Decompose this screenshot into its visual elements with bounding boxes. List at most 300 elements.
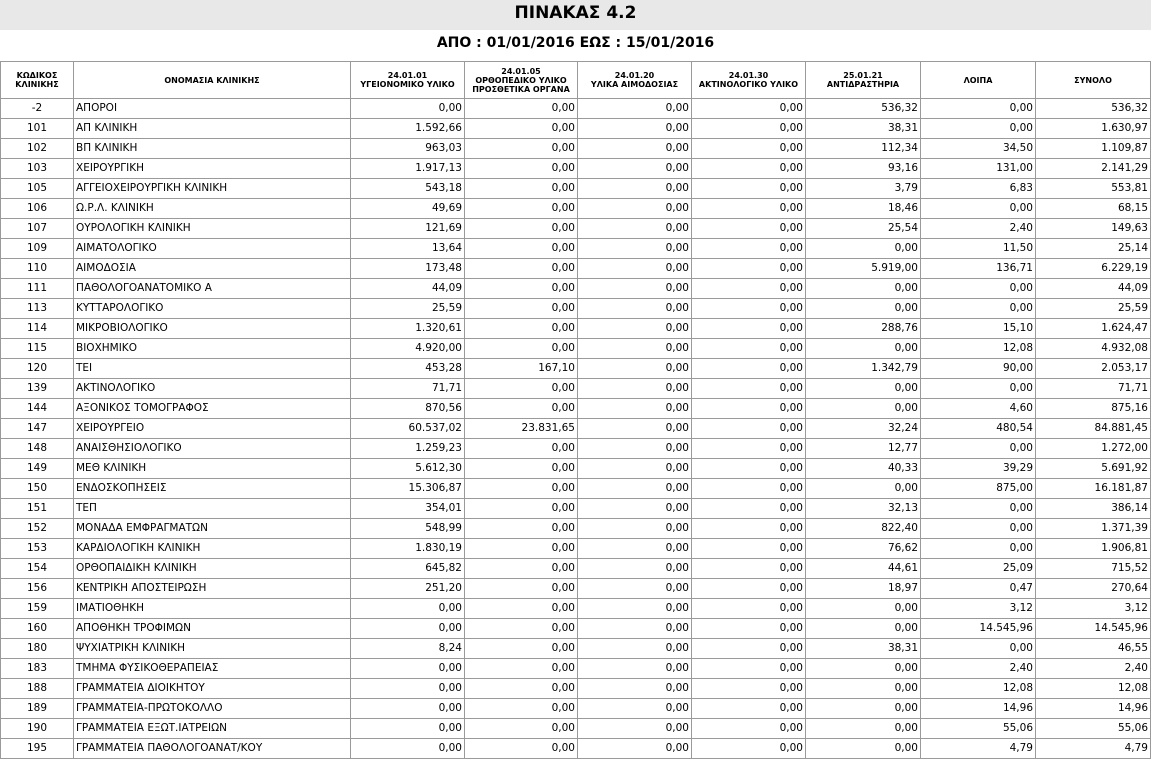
cell-other: 0,00 [921, 639, 1036, 659]
cell-sanitary-material: 121,69 [351, 219, 465, 239]
cell-blood-transfusion-material: 0,00 [578, 719, 692, 739]
cell-total: 71,71 [1036, 379, 1151, 399]
cell-code: 150 [1, 479, 74, 499]
cell-code: 151 [1, 499, 74, 519]
cell-orthopedic-material: 0,00 [465, 559, 578, 579]
cell-code: 195 [1, 739, 74, 759]
cell-orthopedic-material: 0,00 [465, 519, 578, 539]
cell-sanitary-material: 71,71 [351, 379, 465, 399]
cell-clinic-name: ΠΑΘΟΛΟΓΟΑΝΑΤΟΜΙΚΟ Α [74, 279, 351, 299]
cell-radiology-material: 0,00 [692, 599, 806, 619]
header-text: ΛΟΙΠΑ [963, 75, 993, 85]
cell-code: 149 [1, 459, 74, 479]
cell-sanitary-material: 251,20 [351, 579, 465, 599]
cell-sanitary-material: 0,00 [351, 619, 465, 639]
cell-clinic-name: ΑΠ ΚΛΙΝΙΚΗ [74, 119, 351, 139]
table-row [1, 679, 1151, 699]
cell-blood-transfusion-material: 0,00 [578, 699, 692, 719]
cell-other: 14,96 [921, 699, 1036, 719]
cell-reagents: 18,97 [806, 579, 921, 599]
cell-reagents: 32,13 [806, 499, 921, 519]
cell-sanitary-material: 4.920,00 [351, 339, 465, 359]
cell-clinic-name: ΙΜΑΤΙΟΘΗΚΗ [74, 599, 351, 619]
cell-clinic-name: ΑΝΑΙΣΘΗΣΙΟΛΟΓΙΚΟ [74, 439, 351, 459]
header-text: 25.01.21 [843, 71, 883, 80]
cell-other: 0,47 [921, 579, 1036, 599]
cell-other: 0,00 [921, 99, 1036, 119]
cell-sanitary-material: 0,00 [351, 99, 465, 119]
cell-radiology-material: 0,00 [692, 579, 806, 599]
header-text: ΚΛΙΝΙΚΗΣ [15, 80, 59, 89]
cell-orthopedic-material: 0,00 [465, 379, 578, 399]
cell-blood-transfusion-material: 0,00 [578, 359, 692, 379]
cell-total: 1.630,97 [1036, 119, 1151, 139]
cell-radiology-material: 0,00 [692, 619, 806, 639]
cell-reagents: 822,40 [806, 519, 921, 539]
cell-code: 152 [1, 519, 74, 539]
cell-sanitary-material: 0,00 [351, 699, 465, 719]
table-row [1, 199, 1151, 219]
cell-clinic-name: ΑΠΟΘΗΚΗ ΤΡΟΦΙΜΩΝ [74, 619, 351, 639]
cell-reagents: 5.919,00 [806, 259, 921, 279]
table-row [1, 359, 1151, 379]
cell-total: 68,15 [1036, 199, 1151, 219]
cell-clinic-name: ΤΕΙ [74, 359, 351, 379]
cell-orthopedic-material: 0,00 [465, 119, 578, 139]
cell-other: 131,00 [921, 159, 1036, 179]
cell-total: 25,59 [1036, 299, 1151, 319]
cell-total: 2,40 [1036, 659, 1151, 679]
cell-clinic-name: ΜΟΝΑΔΑ ΕΜΦΡΑΓΜΑΤΩΝ [74, 519, 351, 539]
cell-code: 111 [1, 279, 74, 299]
cell-clinic-name: ΑΠΟΡΟΙ [74, 99, 351, 119]
cell-blood-transfusion-material: 0,00 [578, 139, 692, 159]
cell-orthopedic-material: 0,00 [465, 719, 578, 739]
cell-radiology-material: 0,00 [692, 379, 806, 399]
cell-other: 0,00 [921, 499, 1036, 519]
cell-clinic-name: ΓΡΑΜΜΑΤΕΙΑ ΠΑΘΟΛΟΓΟΑΝΑΤ/ΚΟΥ [74, 739, 351, 759]
cell-other: 0,00 [921, 539, 1036, 559]
cell-orthopedic-material: 0,00 [465, 399, 578, 419]
cell-code: 190 [1, 719, 74, 739]
cell-radiology-material: 0,00 [692, 279, 806, 299]
table-row [1, 699, 1151, 719]
header-text: 24.01.05 [501, 66, 541, 76]
cell-orthopedic-material: 0,00 [465, 499, 578, 519]
header-sanitary-material [351, 62, 465, 99]
table-row [1, 259, 1151, 279]
cell-other: 0,00 [921, 119, 1036, 139]
cell-total: 875,16 [1036, 399, 1151, 419]
cell-other: 480,54 [921, 419, 1036, 439]
cell-other: 0,00 [921, 519, 1036, 539]
cell-other: 4,60 [921, 399, 1036, 419]
cell-reagents: 0,00 [806, 719, 921, 739]
cell-blood-transfusion-material: 0,00 [578, 339, 692, 359]
cell-code: 120 [1, 359, 74, 379]
cell-sanitary-material: 0,00 [351, 679, 465, 699]
cell-sanitary-material: 8,24 [351, 639, 465, 659]
cell-code: 107 [1, 219, 74, 239]
table-row [1, 219, 1151, 239]
cell-orthopedic-material: 0,00 [465, 599, 578, 619]
header-blood-transfusion-material [578, 62, 692, 99]
cell-reagents: 112,34 [806, 139, 921, 159]
cell-radiology-material: 0,00 [692, 339, 806, 359]
cell-orthopedic-material: 0,00 [465, 139, 578, 159]
table-row [1, 739, 1151, 759]
cell-blood-transfusion-material: 0,00 [578, 219, 692, 239]
table-row [1, 299, 1151, 319]
table-row [1, 399, 1151, 419]
cell-radiology-material: 0,00 [692, 699, 806, 719]
cell-orthopedic-material: 0,00 [465, 539, 578, 559]
cell-code: 113 [1, 299, 74, 319]
cell-total: 16.181,87 [1036, 479, 1151, 499]
cell-reagents: 12,77 [806, 439, 921, 459]
cell-reagents: 0,00 [806, 699, 921, 719]
cell-code: 102 [1, 139, 74, 159]
table-row [1, 339, 1151, 359]
cell-reagents: 1.342,79 [806, 359, 921, 379]
cell-other: 25,09 [921, 559, 1036, 579]
cell-other: 0,00 [921, 439, 1036, 459]
cell-other: 12,08 [921, 339, 1036, 359]
header-radiology-material [692, 62, 806, 99]
cell-reagents: 0,00 [806, 399, 921, 419]
cell-clinic-name: ΓΡΑΜΜΑΤΕΙΑ ΕΞΩΤ.ΙΑΤΡΕΙΩΝ [74, 719, 351, 739]
cell-clinic-name: ΧΕΙΡΟΥΡΓΕΙΟ [74, 419, 351, 439]
cell-other: 0,00 [921, 199, 1036, 219]
cell-clinic-name: ΚΕΝΤΡΙΚΗ ΑΠΟΣΤΕΙΡΩΣΗ [74, 579, 351, 599]
header-orthopedic-material [465, 62, 578, 99]
cell-sanitary-material: 1.320,61 [351, 319, 465, 339]
cell-sanitary-material: 1.830,19 [351, 539, 465, 559]
cell-radiology-material: 0,00 [692, 179, 806, 199]
cell-other: 875,00 [921, 479, 1036, 499]
report-table [0, 61, 1151, 759]
cell-reagents: 32,24 [806, 419, 921, 439]
table-row [1, 539, 1151, 559]
cell-sanitary-material: 354,01 [351, 499, 465, 519]
cell-total: 84.881,45 [1036, 419, 1151, 439]
cell-sanitary-material: 0,00 [351, 659, 465, 679]
cell-orthopedic-material: 0,00 [465, 299, 578, 319]
cell-radiology-material: 0,00 [692, 399, 806, 419]
cell-other: 4,79 [921, 739, 1036, 759]
cell-total: 536,32 [1036, 99, 1151, 119]
cell-total: 1.624,47 [1036, 319, 1151, 339]
table-row [1, 719, 1151, 739]
cell-blood-transfusion-material: 0,00 [578, 579, 692, 599]
header-text: 24.01.01 [387, 71, 428, 80]
cell-radiology-material: 0,00 [692, 719, 806, 739]
cell-orthopedic-material: 0,00 [465, 159, 578, 179]
cell-clinic-name: ΑΞΟΝΙΚΟΣ ΤΟΜΟΓΡΑΦΟΣ [74, 399, 351, 419]
cell-other: 0,00 [921, 379, 1036, 399]
cell-reagents: 38,31 [806, 639, 921, 659]
report-title: ΠΙΝΑΚΑΣ 4.2 [514, 3, 637, 23]
cell-sanitary-material: 13,64 [351, 239, 465, 259]
cell-other: 14.545,96 [921, 619, 1036, 639]
cell-clinic-name: ΑΙΜΟΔΟΣΙΑ [74, 259, 351, 279]
cell-blood-transfusion-material: 0,00 [578, 319, 692, 339]
cell-code: 153 [1, 539, 74, 559]
cell-code: -2 [1, 99, 74, 119]
cell-other: 3,12 [921, 599, 1036, 619]
report-date-range: ΑΠΟ : 01/01/2016 ΕΩΣ : 15/01/2016 [436, 35, 715, 51]
header-other [921, 62, 1036, 99]
cell-code: 148 [1, 439, 74, 459]
cell-blood-transfusion-material: 0,00 [578, 599, 692, 619]
cell-other: 55,06 [921, 719, 1036, 739]
cell-reagents: 3,79 [806, 179, 921, 199]
cell-other: 2,40 [921, 219, 1036, 239]
cell-orthopedic-material: 0,00 [465, 99, 578, 119]
table-row [1, 139, 1151, 159]
table-row [1, 659, 1151, 679]
table-row [1, 459, 1151, 479]
cell-clinic-name: ΤΜΗΜΑ ΦΥΣΙΚΟΘΕΡΑΠΕΙΑΣ [74, 659, 351, 679]
cell-orthopedic-material: 0,00 [465, 259, 578, 279]
cell-code: 144 [1, 399, 74, 419]
cell-other: 136,71 [921, 259, 1036, 279]
cell-blood-transfusion-material: 0,00 [578, 379, 692, 399]
cell-total: 1.906,81 [1036, 539, 1151, 559]
cell-other: 0,00 [921, 299, 1036, 319]
cell-total: 553,81 [1036, 179, 1151, 199]
cell-sanitary-material: 870,56 [351, 399, 465, 419]
cell-reagents: 0,00 [806, 679, 921, 699]
cell-blood-transfusion-material: 0,00 [578, 159, 692, 179]
cell-total: 44,09 [1036, 279, 1151, 299]
cell-reagents: 288,76 [806, 319, 921, 339]
cell-orthopedic-material: 0,00 [465, 739, 578, 759]
table-row [1, 239, 1151, 259]
cell-sanitary-material: 548,99 [351, 519, 465, 539]
cell-total: 4,79 [1036, 739, 1151, 759]
cell-radiology-material: 0,00 [692, 439, 806, 459]
cell-orthopedic-material: 23.831,65 [465, 419, 578, 439]
cell-total: 1.272,00 [1036, 439, 1151, 459]
cell-sanitary-material: 15.306,87 [351, 479, 465, 499]
table-row [1, 599, 1151, 619]
cell-orthopedic-material: 167,10 [465, 359, 578, 379]
header-text: ΟΝΟΜΑΣΙΑ ΚΛΙΝΙΚΗΣ [164, 75, 260, 85]
table-row [1, 159, 1151, 179]
header-text: ΑΚΤΙΝΟΛΟΓΙΚΟ ΥΛΙΚΟ [698, 80, 799, 89]
header-clinic-name [74, 62, 351, 99]
table-row [1, 379, 1151, 399]
cell-total: 2.141,29 [1036, 159, 1151, 179]
cell-sanitary-material: 5.612,30 [351, 459, 465, 479]
cell-radiology-material: 0,00 [692, 639, 806, 659]
cell-orthopedic-material: 0,00 [465, 659, 578, 679]
cell-code: 139 [1, 379, 74, 399]
cell-blood-transfusion-material: 0,00 [578, 179, 692, 199]
cell-orthopedic-material: 0,00 [465, 619, 578, 639]
cell-blood-transfusion-material: 0,00 [578, 279, 692, 299]
cell-orthopedic-material: 0,00 [465, 439, 578, 459]
cell-code: 189 [1, 699, 74, 719]
cell-other: 12,08 [921, 679, 1036, 699]
cell-orthopedic-material: 0,00 [465, 479, 578, 499]
cell-blood-transfusion-material: 0,00 [578, 119, 692, 139]
cell-orthopedic-material: 0,00 [465, 319, 578, 339]
cell-clinic-name: ΑΙΜΑΤΟΛΟΓΙΚΟ [74, 239, 351, 259]
cell-code: 114 [1, 319, 74, 339]
cell-radiology-material: 0,00 [692, 159, 806, 179]
cell-blood-transfusion-material: 0,00 [578, 559, 692, 579]
header-text: ΑΝΤΙΔΡΑΣΤΗΡΙΑ [826, 80, 900, 89]
cell-reagents: 44,61 [806, 559, 921, 579]
table-row [1, 559, 1151, 579]
table-row [1, 639, 1151, 659]
cell-total: 5.691,92 [1036, 459, 1151, 479]
cell-clinic-name: ΑΚΤΙΝΟΛΟΓΙΚΟ [74, 379, 351, 399]
table-row [1, 319, 1151, 339]
cell-reagents: 0,00 [806, 659, 921, 679]
cell-blood-transfusion-material: 0,00 [578, 519, 692, 539]
cell-orthopedic-material: 0,00 [465, 639, 578, 659]
cell-total: 6.229,19 [1036, 259, 1151, 279]
cell-other: 15,10 [921, 319, 1036, 339]
cell-reagents: 0,00 [806, 479, 921, 499]
cell-radiology-material: 0,00 [692, 739, 806, 759]
cell-orthopedic-material: 0,00 [465, 579, 578, 599]
cell-sanitary-material: 963,03 [351, 139, 465, 159]
table-row [1, 99, 1151, 119]
cell-reagents: 40,33 [806, 459, 921, 479]
cell-clinic-name: ΓΡΑΜΜΑΤΕΙΑ-ΠΡΩΤΟΚΟΛΛΟ [74, 699, 351, 719]
cell-sanitary-material: 453,28 [351, 359, 465, 379]
cell-clinic-name: ΒΠ ΚΛΙΝΙΚΗ [74, 139, 351, 159]
cell-radiology-material: 0,00 [692, 519, 806, 539]
cell-orthopedic-material: 0,00 [465, 219, 578, 239]
header-text: ΟΡΘΟΠΕΔΙΚΟ ΥΛΙΚΟ [475, 75, 567, 85]
cell-blood-transfusion-material: 0,00 [578, 479, 692, 499]
cell-clinic-name: ΨΥΧΙΑΤΡΙΚΗ ΚΛΙΝΙΚΗ [74, 639, 351, 659]
header-text: ΣΥΝΟΛΟ [1074, 75, 1112, 85]
cell-blood-transfusion-material: 0,00 [578, 679, 692, 699]
header-text: ΥΓΕΙΟΝΟΜΙΚΟ ΥΛΙΚΟ [360, 80, 455, 89]
cell-sanitary-material: 645,82 [351, 559, 465, 579]
cell-code: 103 [1, 159, 74, 179]
header-text: ΚΩΔΙΚΟΣ [16, 71, 58, 80]
cell-reagents: 0,00 [806, 299, 921, 319]
cell-clinic-name: ΜΙΚΡΟΒΙΟΛΟΓΙΚΟ [74, 319, 351, 339]
cell-other: 90,00 [921, 359, 1036, 379]
cell-clinic-name: ΚΑΡΔΙΟΛΟΓΙΚΗ ΚΛΙΝΙΚΗ [74, 539, 351, 559]
cell-sanitary-material: 44,09 [351, 279, 465, 299]
cell-total: 55,06 [1036, 719, 1151, 739]
cell-orthopedic-material: 0,00 [465, 339, 578, 359]
cell-other: 6,83 [921, 179, 1036, 199]
cell-orthopedic-material: 0,00 [465, 699, 578, 719]
cell-radiology-material: 0,00 [692, 139, 806, 159]
table-row [1, 519, 1151, 539]
cell-reagents: 0,00 [806, 619, 921, 639]
table-row [1, 119, 1151, 139]
cell-sanitary-material: 0,00 [351, 599, 465, 619]
cell-sanitary-material: 1.259,23 [351, 439, 465, 459]
cell-clinic-name: ΤΕΠ [74, 499, 351, 519]
cell-radiology-material: 0,00 [692, 659, 806, 679]
cell-reagents: 0,00 [806, 599, 921, 619]
table-row [1, 619, 1151, 639]
table-body [1, 99, 1151, 759]
cell-radiology-material: 0,00 [692, 199, 806, 219]
cell-other: 11,50 [921, 239, 1036, 259]
cell-total: 3,12 [1036, 599, 1151, 619]
cell-blood-transfusion-material: 0,00 [578, 619, 692, 639]
cell-sanitary-material: 49,69 [351, 199, 465, 219]
table-row [1, 499, 1151, 519]
cell-reagents: 93,16 [806, 159, 921, 179]
cell-clinic-name: ΟΡΘΟΠΑΙΔΙΚΗ ΚΛΙΝΙΚΗ [74, 559, 351, 579]
cell-orthopedic-material: 0,00 [465, 459, 578, 479]
cell-code: 159 [1, 599, 74, 619]
cell-orthopedic-material: 0,00 [465, 179, 578, 199]
cell-radiology-material: 0,00 [692, 419, 806, 439]
header-text: 24.01.20 [614, 71, 655, 80]
header-clinic-code [1, 62, 74, 99]
cell-sanitary-material: 543,18 [351, 179, 465, 199]
cell-radiology-material: 0,00 [692, 119, 806, 139]
cell-total: 270,64 [1036, 579, 1151, 599]
cell-total: 386,14 [1036, 499, 1151, 519]
cell-other: 0,00 [921, 279, 1036, 299]
cell-sanitary-material: 25,59 [351, 299, 465, 319]
cell-total: 715,52 [1036, 559, 1151, 579]
cell-blood-transfusion-material: 0,00 [578, 539, 692, 559]
cell-reagents: 76,62 [806, 539, 921, 559]
table-row [1, 179, 1151, 199]
table-row [1, 579, 1151, 599]
cell-radiology-material: 0,00 [692, 359, 806, 379]
cell-total: 4.932,08 [1036, 339, 1151, 359]
cell-blood-transfusion-material: 0,00 [578, 259, 692, 279]
cell-total: 1.109,87 [1036, 139, 1151, 159]
cell-radiology-material: 0,00 [692, 539, 806, 559]
cell-radiology-material: 0,00 [692, 459, 806, 479]
cell-blood-transfusion-material: 0,00 [578, 419, 692, 439]
cell-sanitary-material: 1.917,13 [351, 159, 465, 179]
cell-clinic-name: Ω.Ρ.Λ. ΚΛΙΝΙΚΗ [74, 199, 351, 219]
cell-code: 109 [1, 239, 74, 259]
cell-clinic-name: ΟΥΡΟΛΟΓΙΚΗ ΚΛΙΝΙΚΗ [74, 219, 351, 239]
cell-reagents: 0,00 [806, 379, 921, 399]
cell-reagents: 0,00 [806, 739, 921, 759]
cell-other: 2,40 [921, 659, 1036, 679]
cell-reagents: 0,00 [806, 239, 921, 259]
cell-clinic-name: ΑΓΓΕΙΟΧΕΙΡΟΥΡΓΙΚΗ ΚΛΙΝΙΚΗ [74, 179, 351, 199]
table-row [1, 279, 1151, 299]
table-header-row [1, 62, 1151, 99]
cell-other: 34,50 [921, 139, 1036, 159]
cell-radiology-material: 0,00 [692, 679, 806, 699]
table-row [1, 439, 1151, 459]
cell-clinic-name: ΧΕΙΡΟΥΡΓΙΚΗ [74, 159, 351, 179]
cell-radiology-material: 0,00 [692, 219, 806, 239]
cell-orthopedic-material: 0,00 [465, 199, 578, 219]
cell-code: 106 [1, 199, 74, 219]
table-row [1, 419, 1151, 439]
cell-code: 180 [1, 639, 74, 659]
cell-blood-transfusion-material: 0,00 [578, 99, 692, 119]
header-total [1036, 62, 1151, 99]
cell-reagents: 536,32 [806, 99, 921, 119]
